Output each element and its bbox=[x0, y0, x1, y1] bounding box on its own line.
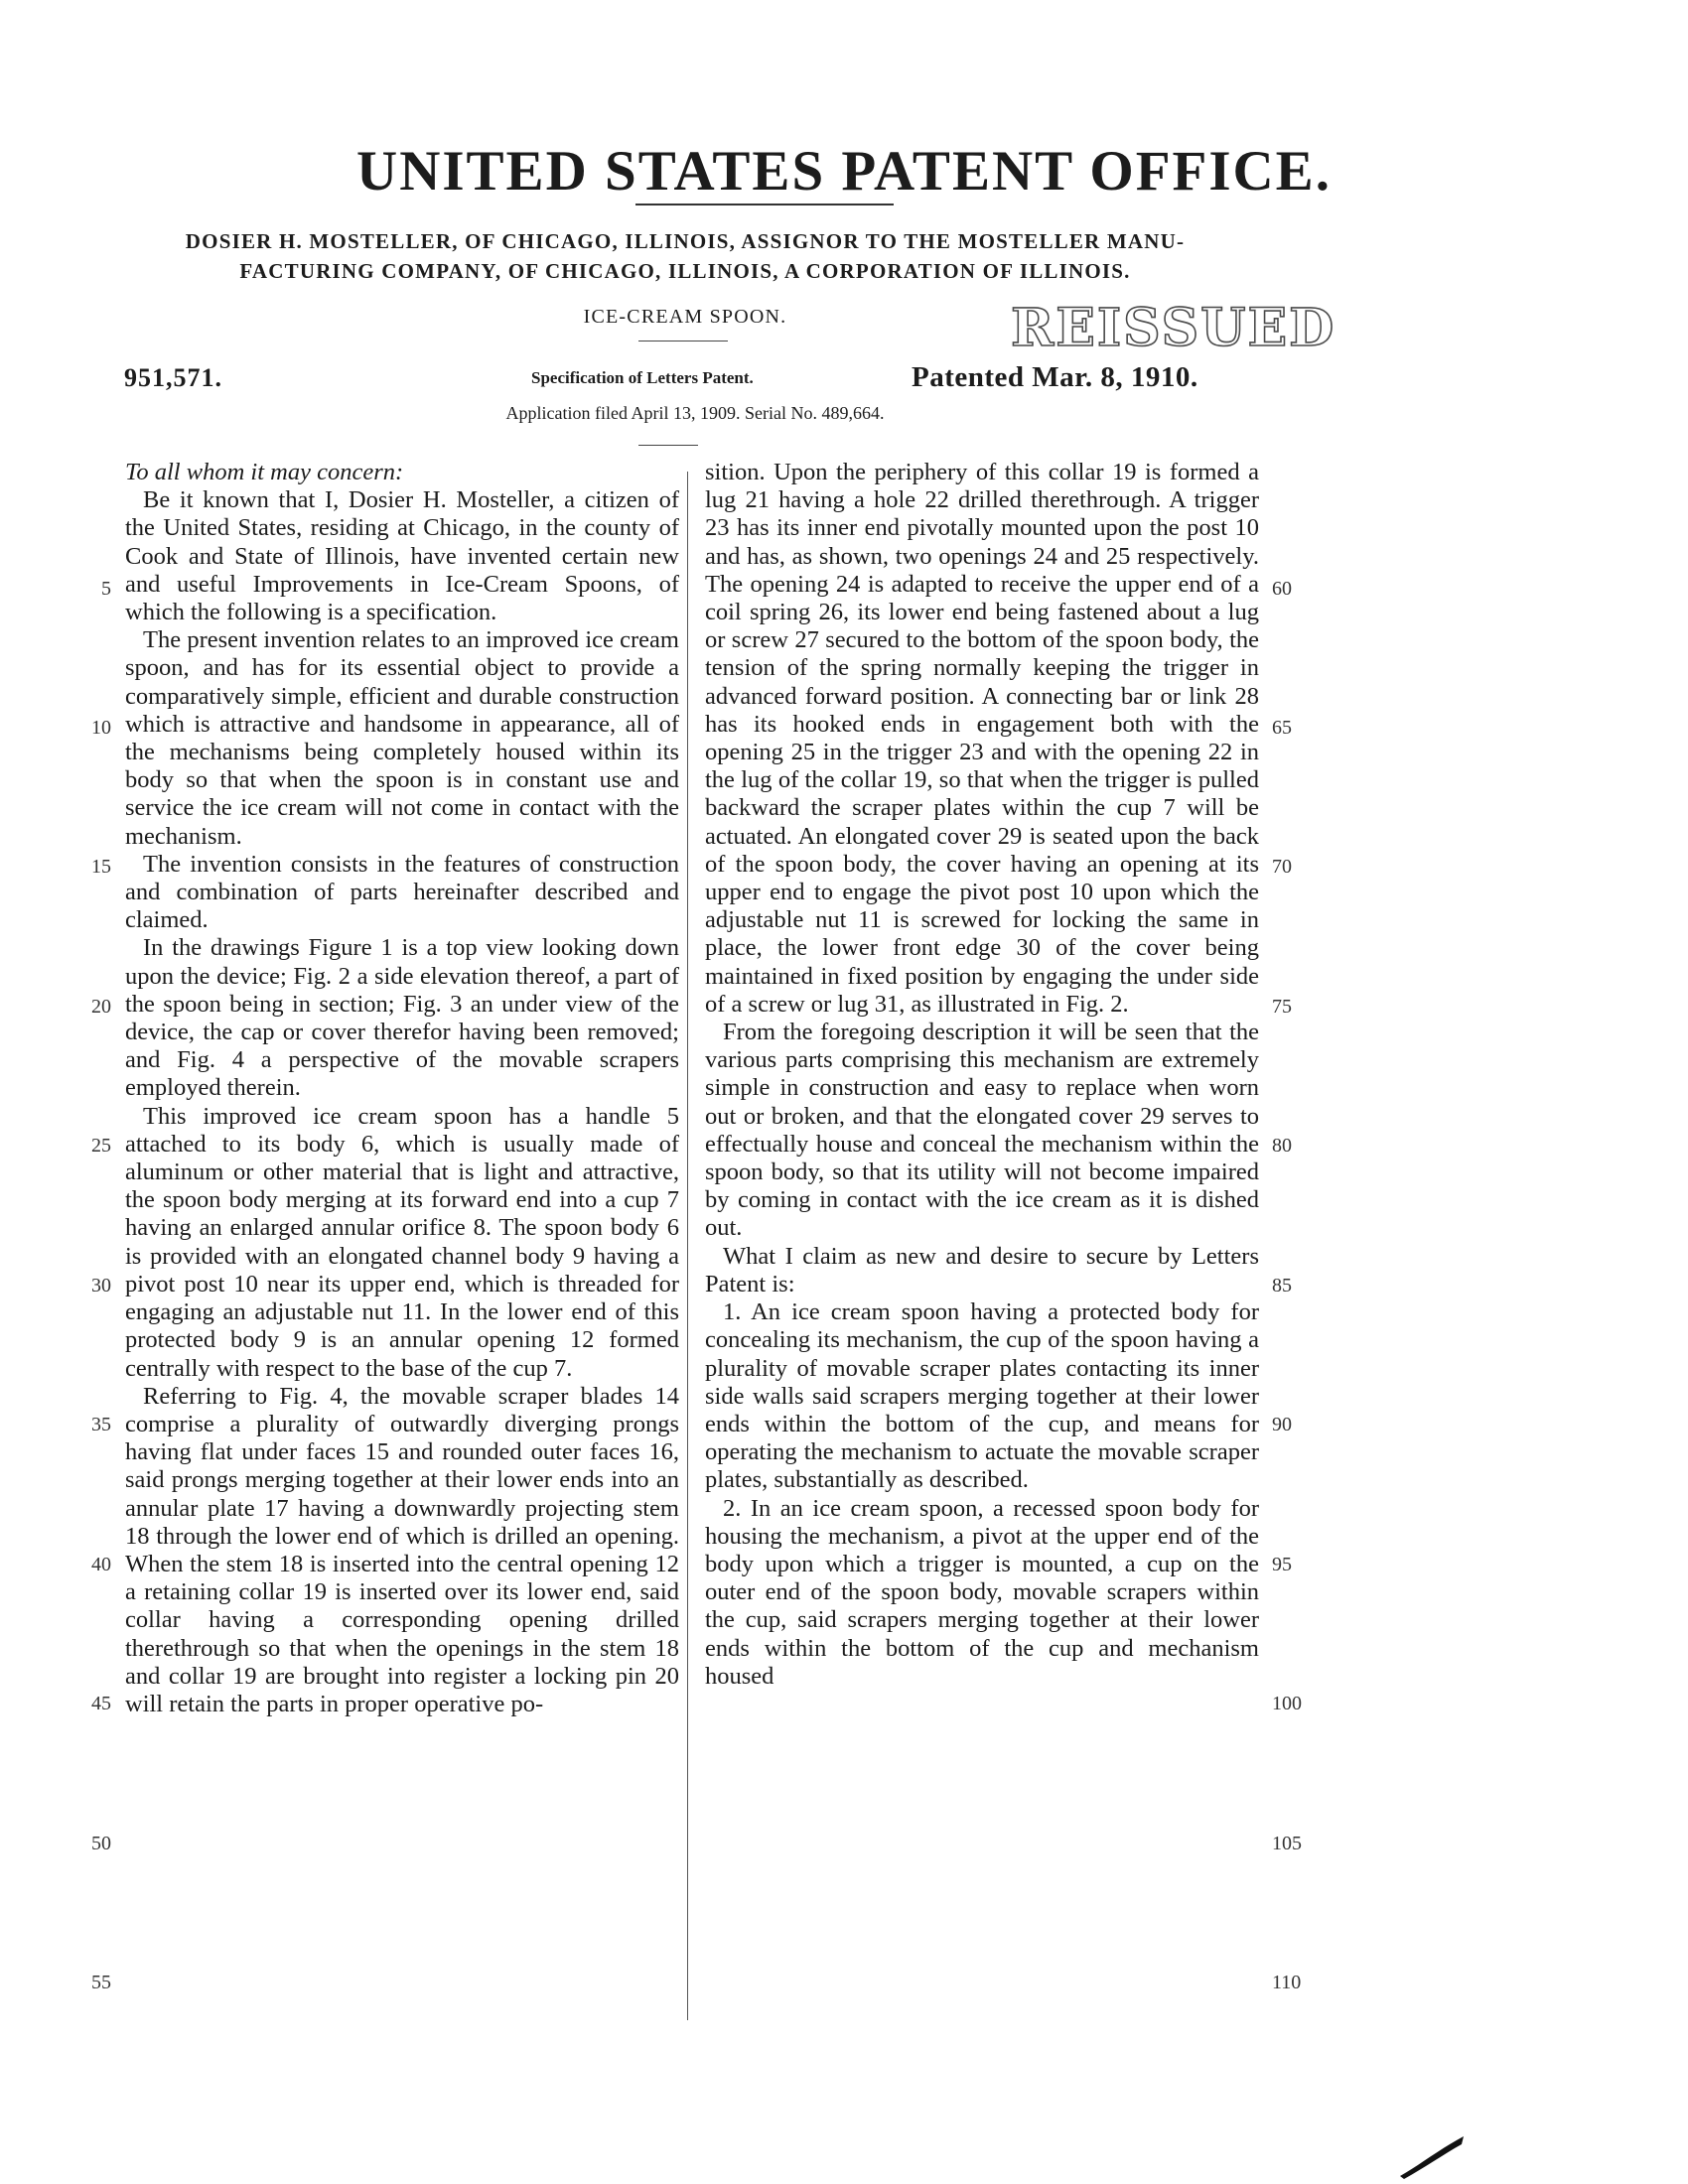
line-number: 65 bbox=[1272, 717, 1292, 739]
paragraph: The present invention relates to an improved ice cream spoon, and has for its essential object to provide a comparatively simple, efficient and durable construction which is attractive and handsome in appearance, all of the mechanisms being completely housed within its body so that when the spoon is in constant use and service the ice cream will not come in contact with the mechanism. bbox=[125, 626, 679, 850]
line-number: 45 bbox=[91, 1693, 111, 1714]
patented-date: Patented Mar. 8, 1910. bbox=[912, 361, 1198, 393]
left-column bbox=[125, 459, 679, 1718]
invention-title: ICE-CREAM SPOON. bbox=[583, 306, 787, 328]
right-column bbox=[705, 459, 1259, 1691]
paragraph: Be it known that I, Dosier H. Mosteller, a citizen of the United States, residing at Chicago, in the county of Cook and State of Illinois, have invented certain new and useful Improvements in Ice-Cream Spoons, of which the following is a specification. bbox=[125, 486, 679, 626]
paragraph: From the foregoing description it will be seen that the various parts comprising this mechanism are extremely simple in construction and easy to replace when worn out or broken, and that the elongated cover 29 serves to effectually house and conceal the mechanism within the spoon body, so that its utility will not become impaired by coming in contact with the ice cream as it is dished out. bbox=[705, 1019, 1259, 1242]
reissued-stamp: REISSUED bbox=[1011, 298, 1336, 358]
line-number: 25 bbox=[91, 1135, 111, 1157]
line-number: 60 bbox=[1272, 578, 1292, 600]
line-number: 50 bbox=[91, 1833, 111, 1854]
body-rule bbox=[638, 445, 698, 446]
salutation: To all whom it may concern: bbox=[125, 459, 404, 485]
assignor-line-2: FACTURING COMPANY, OF CHICAGO, ILLINOIS, A CORPORATION OF ILLINOIS. bbox=[239, 259, 1131, 283]
specification-label: Specification of Letters Patent. bbox=[531, 368, 754, 387]
line-number: 110 bbox=[1272, 1972, 1302, 1993]
office-title: UNITED STATES PATENT OFFICE. bbox=[356, 140, 1332, 203]
paragraph: In the drawings Figure 1 is a top view looking down upon the device; Fig. 2 a side elevation thereof, a part of the spoon being in section; Fig. 3 an under view of the device, the cap or cover therefor having been removed; and Fig. 4 a perspective of the movable scrapers employed therein. bbox=[125, 934, 679, 1102]
line-number: 105 bbox=[1272, 1833, 1302, 1854]
title-rule bbox=[635, 204, 894, 205]
application-filed-line: Application filed April 13, 1909. Serial No. 489,664. bbox=[505, 403, 885, 423]
paragraph: The invention consists in the features of construction and combination of parts hereinafter described and claimed. bbox=[125, 850, 679, 934]
paragraph: sition. Upon the periphery of this collar 19 is formed a lug 21 having a hole 22 drilled therethrough. A trigger 23 has its inner end pivotally mounted upon the post 10 and has, as shown, two openings 24 and 25 respectively. The opening 24 is adapted to receive the upper end of a coil spring 26, its lower end being fastened about a lug or screw 27 secured to the bottom of the spoon body, the tension of the spring normally keeping the trigger in advanced forward position. A connecting bar or link 28 has its hooked ends in engagement both with the opening 25 in the trigger 23 and with the opening 22 in the lug of the collar 19, so that when the trigger is pulled backward the scraper plates within the cup 7 will be actuated. An elongated cover 29 is seated upon the back of the spoon body, the cover having an opening at its upper end to engage the pivot post 10 upon which the adjustable nut 11 is screwed for locking the same in place, the lower front edge 30 of the cover being maintained in fixed position by engaging the under side of a screw or lug 31, as illustrated in Fig. 2. bbox=[705, 459, 1259, 1018]
column-divider bbox=[687, 472, 688, 2020]
claims-intro: What I claim as new and desire to secure by Letters Patent is: bbox=[705, 1242, 1259, 1297]
line-number: 15 bbox=[91, 856, 111, 878]
claim-2: 2. In an ice cream spoon, a recessed spoon body for housing the mechanism, a pivot at the upper end of the body upon which a trigger is mounted, a cup on the outer end of the spoon body, movable scrapers within the cup, said scrapers merging together at their lower ends within the bottom of the cup and mechanism housed bbox=[705, 1494, 1259, 1690]
line-number: 40 bbox=[91, 1554, 111, 1575]
line-number: 10 bbox=[91, 717, 111, 739]
paragraph: This improved ice cream spoon has a handle 5 attached to its body 6, which is usually made of aluminum or other material that is light and attractive, the spoon body merging at its forward end into a cup 7 having an enlarged annular orifice 8. The spoon body 6 is provided with an elongated channel body 9 having a pivot post 10 near its upper end, which is threaded for engaging an adjustable nut 11. In the lower end of this protected body 9 is an annular opening 12 formed centrally with respect to the base of the cup 7. bbox=[125, 1102, 679, 1382]
claim-1: 1. An ice cream spoon having a protected body for concealing its mechanism, the cup of the spoon having a plurality of movable scraper plates contacting its inner side walls said scrapers merging together at their lower ends within the bottom of the cup, and means for operating the mechanism to actuate the movable scraper plates, substantially as described. bbox=[705, 1298, 1259, 1494]
ink-stroke bbox=[1398, 2132, 1468, 2180]
line-number: 55 bbox=[91, 1972, 111, 1993]
line-number: 20 bbox=[91, 996, 111, 1018]
line-number: 95 bbox=[1272, 1554, 1292, 1575]
paragraph: Referring to Fig. 4, the movable scraper blades 14 comprise a plurality of outwardly diverging prongs having flat under faces 15 and rounded outer faces 16, said prongs merging together at their lower ends into an annular plate 17 having a downwardly projecting stem 18 through the lower end of which is drilled an opening. When the stem 18 is inserted into the central opening 12 a retaining collar 19 is inserted over its lower end, said collar having a corresponding opening drilled therethrough so that when the openings in the stem 18 and collar 19 are brought into register a locking pin 20 will retain the parts in proper operative po- bbox=[125, 1382, 679, 1717]
line-number: 90 bbox=[1272, 1414, 1292, 1435]
assignor-statement bbox=[119, 226, 1251, 286]
line-number: 30 bbox=[91, 1275, 111, 1297]
line-number: 70 bbox=[1272, 856, 1292, 878]
assignor-line-1: DOSIER H. MOSTELLER, OF CHICAGO, ILLINOIS, ASSIGNOR TO THE MOSTELLER MANU- bbox=[185, 229, 1186, 253]
line-number: 75 bbox=[1272, 996, 1292, 1018]
line-number: 100 bbox=[1272, 1693, 1302, 1714]
line-number: 35 bbox=[91, 1414, 111, 1435]
line-number: 5 bbox=[101, 578, 111, 600]
line-number: 85 bbox=[1272, 1275, 1292, 1297]
line-number: 80 bbox=[1272, 1135, 1292, 1157]
patent-number: 951,571. bbox=[124, 363, 222, 392]
